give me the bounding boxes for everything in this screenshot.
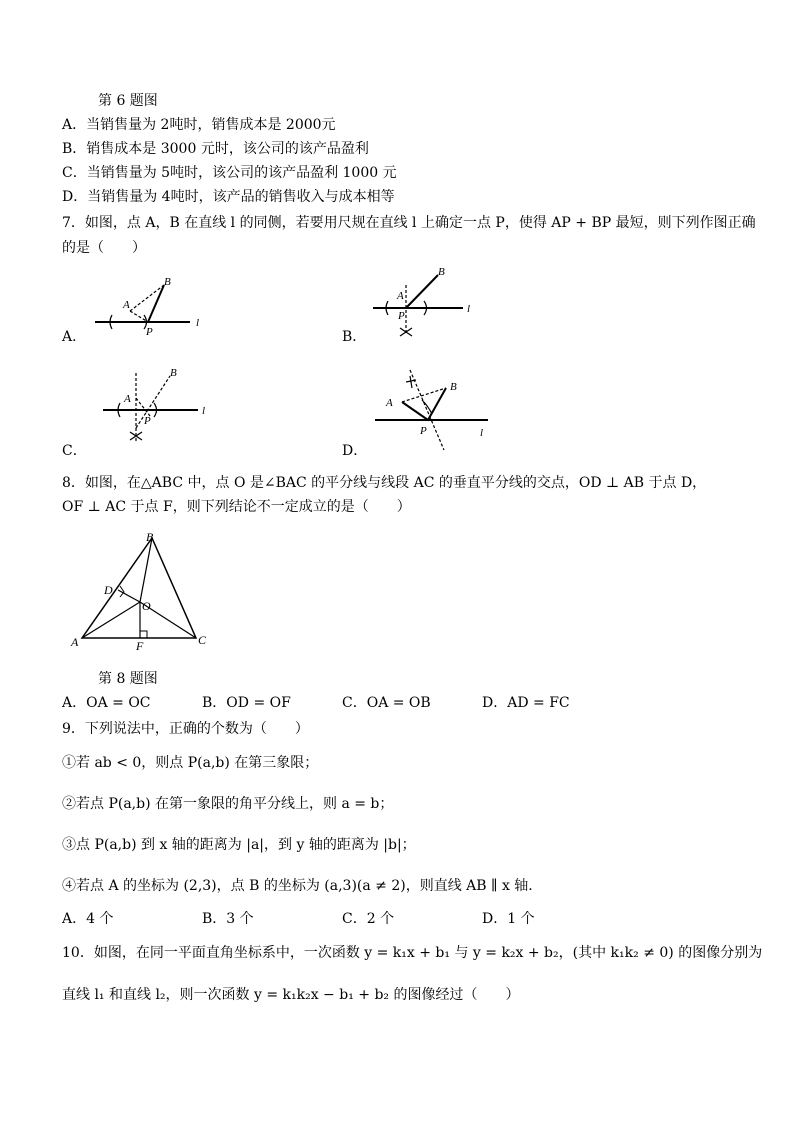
q6-option-c: C．当销售量为 5吨时，该公司的该产品盈利 1000 元 — [62, 165, 397, 181]
q7-figure-b — [368, 265, 478, 340]
q7-a-letter-B: B — [164, 276, 171, 288]
q7-figure-d — [370, 362, 500, 452]
q8-letter-A: A — [71, 635, 79, 649]
q9-item-4: ④若点 A 的坐标为 (2,3)，点 B 的坐标为 (a,3)(a ≠ 2)，则直线 AB ∥ x 轴. — [62, 878, 533, 894]
q7-stem-line1: 7．如图，点 A，B 在直线 l 的同侧，若要用尺规在直线 l 上确定一点 P，使得 AP + BP 最短，则下列作图正确 — [62, 215, 756, 231]
q7-c-letter-P: P — [144, 415, 151, 427]
q7-option-a-label: A． — [62, 329, 87, 345]
q7-figure-a — [90, 275, 210, 337]
q7-b-letter-P: P — [398, 310, 405, 322]
q6-figure-caption: 第 6 题图 — [98, 93, 158, 109]
q7-option-c-label: C． — [62, 443, 87, 459]
q8-option-c: C．OA = OB — [342, 695, 431, 711]
q8-option-b: B．OD = OF — [202, 695, 291, 711]
q9-stem: 9．下列说法中，正确的个数为（ ） — [62, 721, 309, 737]
q9-item-1: ①若 ab < 0，则点 P(a,b) 在第三象限； — [62, 755, 319, 771]
q7-c-letter-A: A — [124, 393, 131, 405]
q6-option-d: D．当销售量为 4吨时，该产品的销售收入与成本相等 — [62, 189, 395, 205]
q7-stem-line2: 的是（ ） — [62, 240, 146, 256]
q9-item-3: ③点 P(a,b) 到 x 轴的距离为 |a|，到 y 轴的距离为 |b|； — [62, 837, 416, 853]
q9-option-b: B．3 个 — [202, 911, 254, 927]
q7-d-letter-l: l — [480, 427, 484, 439]
q8-letter-O: O — [142, 599, 151, 613]
q8-stem-line2: OF ⊥ AC 于点 F，则下列结论不一定成立的是（ ） — [62, 499, 411, 515]
q8-option-d: D．AD = FC — [482, 695, 570, 711]
q7-a-letter-P: P — [146, 326, 153, 338]
q7-b-letter-l: l — [467, 303, 471, 315]
q10-stem-line1: 10．如图，在同一平面直角坐标系中，一次函数 y = k₁x + b₁ 与 y = k₂x + b₂，(其中 k₁k₂ ≠ 0) 的图像分别为 — [62, 945, 763, 961]
q9-item-2: ②若点 P(a,b) 在第一象限的角平分线上，则 a = b； — [62, 796, 394, 812]
q8-option-a: A．OA = OC — [62, 695, 151, 711]
q7-figure-c — [98, 368, 218, 448]
q8-letter-C: C — [198, 633, 207, 647]
q6-option-a: A．当销售量为 2吨时，销售成本是 2000元 — [62, 117, 336, 133]
q7-d-letter-P: P — [420, 425, 427, 437]
q7-c-letter-l: l — [202, 405, 206, 417]
q8-figure-caption: 第 8 题图 — [98, 671, 158, 687]
q9-option-c: C．2 个 — [342, 911, 395, 927]
q8-letter-F: F — [136, 639, 144, 653]
q7-option-b-label: B． — [342, 329, 367, 345]
q7-c-letter-B: B — [170, 367, 177, 379]
q6-option-b: B．销售成本是 3000 元时，该公司的该产品盈利 — [62, 141, 369, 157]
q7-b-letter-A: A — [397, 290, 404, 302]
q8-stem-line1: 8．如图，在△ABC 中，点 O 是∠BAC 的平分线与线段 AC 的垂直平分线的交点，OD ⊥ AB 于点 D， — [62, 475, 707, 491]
q8-letter-B: B — [146, 530, 154, 544]
q7-d-letter-A: A — [386, 397, 393, 409]
q7-b-letter-B: B — [438, 266, 445, 278]
q9-option-a: A．4 个 — [62, 911, 114, 927]
q7-d-letter-B: B — [450, 381, 457, 393]
q8-letter-D: D — [104, 583, 113, 597]
q7-a-letter-l: l — [196, 317, 200, 329]
q8-triangle-figure — [70, 530, 220, 654]
q7-option-d-label: D． — [342, 443, 368, 459]
q9-option-d: D．1 个 — [482, 911, 535, 927]
q10-stem-line2: 直线 l₁ 和直线 l₂，则一次函数 y = k₁k₂x − b₁ + b₂ 的图像经过（ ） — [62, 987, 520, 1003]
q7-a-letter-A: A — [123, 299, 130, 311]
